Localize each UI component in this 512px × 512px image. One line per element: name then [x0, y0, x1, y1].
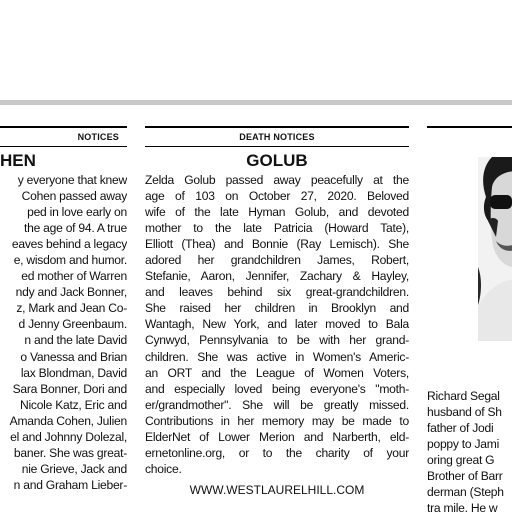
section-bottom-rule — [0, 146, 127, 147]
notice-line: Cynwyd, Pennsylvania to be with her grand- — [145, 333, 409, 348]
notice-line: ElderNet of Lower Merion and Narberth, eld- — [145, 429, 409, 444]
notice-line: baner. She was great- — [13, 445, 127, 460]
notice-line: tra mile. He w — [427, 501, 498, 512]
golub-notice-column — [145, 126, 409, 512]
deceased-portrait-photo — [478, 157, 512, 341]
notice-line: lax Blondman, David — [20, 365, 127, 380]
notice-line: father of Jodi — [427, 421, 494, 436]
notice-surname: HEN — [0, 151, 36, 170]
notice-body — [0, 172, 127, 493]
section-label: DEATH NOTICES — [239, 132, 315, 142]
notice-line: oring great G — [427, 453, 495, 468]
notice-body — [145, 172, 409, 477]
left-notice-column — [0, 126, 127, 512]
notice-line: n and the late David — [24, 333, 127, 348]
notice-line: poppy to Jami — [427, 437, 500, 452]
funeral-home-website: WWW.WESTLAURELHILL.COM — [189, 482, 365, 497]
notice-line: e, wisdom and humor. — [13, 253, 127, 268]
notice-line: Richard Segal — [427, 389, 500, 403]
notice-line: ernetonline.org, or to the charity of your — [145, 445, 409, 460]
notice-line: an ORT and the League of Women Voters, — [145, 365, 409, 380]
notice-line: children. She was active in Women's Americ- — [145, 349, 409, 364]
notice-line: er/grandmother". She will be greatly missed. — [145, 397, 409, 412]
notice-line: d Jenny Greenbaum. — [18, 317, 127, 332]
notice-line: and especially loved being everyone's "moth- — [145, 381, 409, 396]
notice-line: She raised her children in Brooklyn and — [145, 301, 409, 316]
notice-line: Nicole Katz, Eric and — [19, 397, 127, 412]
notice-line: derman (Steph — [427, 485, 504, 500]
notice-line: adored her grandchildren James, Robert, — [145, 253, 409, 268]
notice-line: Wantagh, New York, and later moved to Bala — [145, 317, 409, 332]
notice-line: wife of the late Hyman Golub, and devoted — [145, 205, 409, 220]
notice-line: o Vanessa and Brian — [20, 349, 127, 364]
notice-line: n and Graham Lieber- — [13, 477, 127, 492]
notice-line: age of 103 on October 27, 2020. Beloved — [145, 189, 409, 204]
notice-line: choice. — [145, 461, 182, 476]
section-top-rule — [427, 126, 512, 128]
notice-line: Cohen passed away — [21, 189, 127, 204]
section-label: NOTICES — [77, 132, 119, 142]
notice-surname: GOLUB — [246, 151, 308, 170]
notice-line: Zelda Golub passed away peacefully at the — [145, 173, 409, 187]
notice-line: el and Johnny Dolezal, — [10, 429, 127, 444]
notice-line: Stefanie, Aaron, Jennifer, Zachary & Hayley, — [145, 269, 409, 284]
notice-line: eaves behind a legacy — [11, 237, 127, 252]
notice-line: Sara Bonner, Dori and — [12, 381, 127, 396]
notice-line: the age of 94. A true — [23, 221, 127, 236]
notice-line: Brother of Barr — [427, 469, 503, 484]
notice-line: z, Mark and Jean Co- — [16, 301, 127, 316]
notice-line: Amanda Cohen, Julien — [9, 413, 127, 428]
notice-line: ndy and Jack Bonner, — [15, 285, 127, 300]
section-bottom-rule — [145, 146, 409, 147]
right-notice-body — [427, 388, 512, 512]
notice-line: nie Grieve, Jack and — [21, 461, 127, 476]
notice-line: husband of Sh — [427, 405, 502, 420]
notice-line: Contributions in her memory may be made to — [145, 413, 409, 428]
notice-line: y everyone that knew — [17, 173, 127, 187]
notice-line: and leaves behind six great-grandchildren. — [145, 285, 409, 300]
page-top-divider — [0, 100, 512, 105]
notice-line: ped in love early on — [27, 205, 127, 220]
notice-line: ed mother of Warren — [21, 269, 127, 284]
notice-line: Elliott (Thea) and Bonnie (Ray Lemisch). She — [145, 237, 409, 252]
notice-line: mother to the late Patricia (Howard Tate), — [145, 221, 409, 236]
